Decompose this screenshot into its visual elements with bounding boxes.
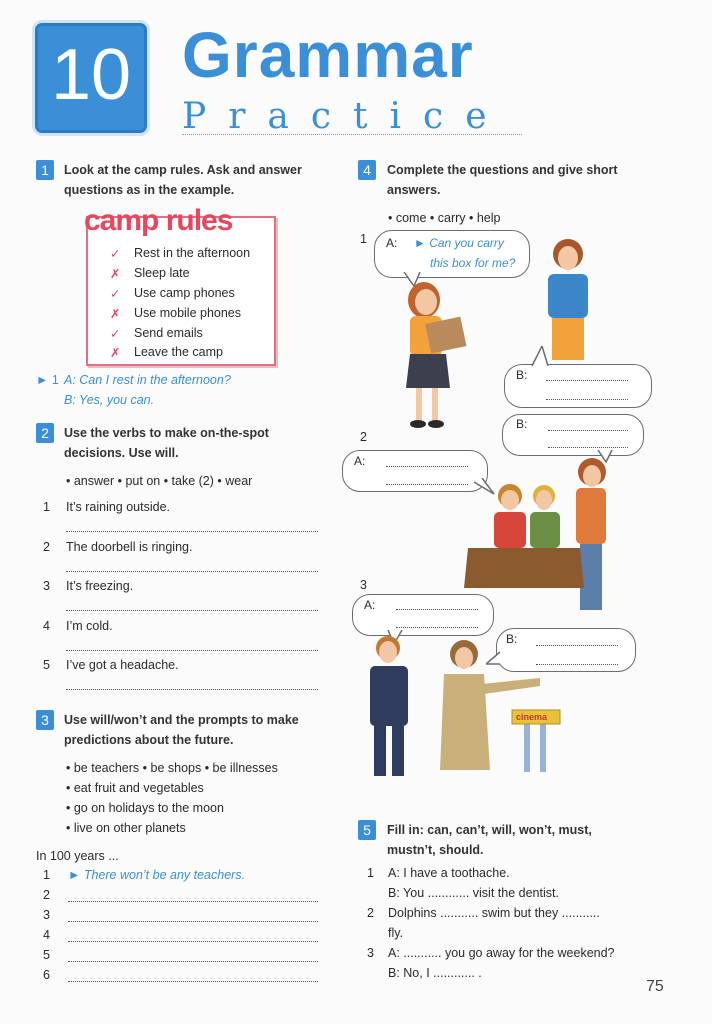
ex3-prompt: • be teachers • be shops • be illnesses — [66, 761, 278, 775]
ex3-item-number: 2 — [43, 888, 50, 902]
rule-mark: ✗ — [110, 307, 121, 321]
bubble-tail — [530, 346, 552, 366]
bubble-answer-line[interactable] — [396, 627, 478, 628]
rule-item: Leave the camp — [134, 345, 223, 359]
ex1-instruction-line2: questions as in the example. — [64, 183, 235, 197]
ex1-example-b: B: Yes, you can. — [64, 393, 155, 407]
ex3-item-number: 6 — [43, 968, 50, 982]
ex5-instruction-line1: Fill in: can, can’t, will, won’t, must, — [387, 823, 592, 837]
ex3-answer-line[interactable] — [68, 901, 318, 902]
ex2-answer-line[interactable] — [66, 531, 318, 532]
ex3-answer-line[interactable] — [68, 981, 318, 982]
boys-at-desk-illustration — [464, 456, 624, 616]
ex2-item-text: I’m cold. — [66, 619, 113, 633]
ex3-example: ► There won’t be any teachers. — [68, 868, 246, 882]
ex2-number: 2 — [36, 423, 54, 443]
ex2-word-list: • answer • put on • take (2) • wear — [66, 474, 253, 488]
bubble-answer-line[interactable] — [386, 484, 468, 485]
ex3-answer-line[interactable] — [68, 961, 318, 962]
ex1-example-marker: ► 1 — [36, 373, 59, 387]
camp-rules-title: camp rules — [84, 204, 233, 237]
ex1-example-a: A: Can I rest in the afternoon? — [64, 373, 231, 387]
bubble-answer-line[interactable] — [548, 447, 628, 448]
ex4-instruction-line2: answers. — [387, 183, 441, 197]
bubble-b-label: B: — [506, 632, 518, 646]
bubble-a-label: A: — [364, 598, 376, 612]
ex5-line: fly. — [388, 926, 404, 940]
bubble-a-label: A: — [386, 236, 398, 250]
ex2-answer-line[interactable] — [66, 689, 318, 690]
ex2-instruction-line2: decisions. Use will. — [64, 446, 179, 460]
ex2-answer-line[interactable] — [66, 650, 318, 651]
ex4-example-line1: ► Can you carry — [414, 236, 504, 250]
ex5-instruction-line2: mustn’t, should. — [387, 843, 484, 857]
ex4-word-list: • come • carry • help — [388, 211, 501, 225]
ex3-instruction-line2: predictions about the future. — [64, 733, 234, 747]
ex3-item-number: 5 — [43, 948, 50, 962]
ex2-item-number: 2 — [43, 540, 50, 554]
rule-item: Use mobile phones — [134, 306, 242, 320]
bubble-answer-line[interactable] — [396, 609, 478, 610]
ex3-prompt: • go on holidays to the moon — [66, 801, 224, 815]
subtitle-underline — [182, 134, 522, 135]
bubble-answer-line[interactable] — [386, 466, 468, 467]
girl-carrying-box-illustration — [396, 276, 476, 432]
ex3-item-number: 1 — [43, 868, 50, 882]
ex2-instruction-line1: Use the verbs to make on-the-spot — [64, 426, 269, 440]
ex3-item-number: 4 — [43, 928, 50, 942]
rule-mark: ✗ — [110, 267, 121, 281]
ex2-item-number: 3 — [43, 579, 50, 593]
ex5-item-number: 2 — [367, 906, 374, 920]
ex5-line: B: You ............ visit the dentist. — [388, 886, 559, 900]
ex3-answer-line[interactable] — [68, 941, 318, 942]
ex5-item-number: 3 — [367, 946, 374, 960]
ex2-item-number: 5 — [43, 658, 50, 672]
page-subtitle: Practice — [182, 96, 509, 137]
ex5-number: 5 — [358, 820, 376, 840]
bubble-b-label: B: — [516, 417, 528, 431]
bubble-b-label: B: — [516, 368, 528, 382]
ex5-line: A: I have a toothache. — [388, 866, 510, 880]
ex4-instruction-line1: Complete the questions and give short — [387, 163, 618, 177]
ex2-answer-line[interactable] — [66, 610, 318, 611]
ex2-answer-line[interactable] — [66, 571, 318, 572]
ex3-prompt: • live on other planets — [66, 821, 186, 835]
rule-mark: ✓ — [110, 247, 121, 261]
page-number: 75 — [646, 978, 664, 995]
bubble-a-label: A: — [354, 454, 366, 468]
bubble-answer-line[interactable] — [548, 430, 628, 431]
ex3-number: 3 — [36, 710, 54, 730]
ex5-line: Dolphins ........... swim but they ........... — [388, 906, 600, 920]
unit-number: 10 — [50, 35, 132, 115]
rule-item: Send emails — [134, 326, 203, 340]
ex4-item-number: 3 — [360, 578, 367, 592]
ex3-instruction-line1: Use will/won’t and the prompts to make — [64, 713, 299, 727]
ex3-answer-line[interactable] — [68, 921, 318, 922]
rule-item: Sleep late — [134, 266, 190, 280]
ex5-line: B: No, I ............ . — [388, 966, 482, 980]
ex3-prompt: • eat fruit and vegetables — [66, 781, 204, 795]
rule-mark: ✗ — [110, 346, 121, 360]
ex5-item-number: 1 — [367, 866, 374, 880]
ex2-item-text: It’s freezing. — [66, 579, 134, 593]
ex3-lead: In 100 years ... — [36, 849, 119, 863]
ex1-number: 1 — [36, 160, 54, 180]
rule-item: Rest in the afternoon — [134, 246, 251, 260]
ex2-item-number: 1 — [43, 500, 50, 514]
rule-item: Use camp phones — [134, 286, 235, 300]
bubble-answer-line[interactable] — [546, 380, 628, 381]
ex4-example-line2: this box for me? — [430, 256, 516, 270]
ex4-item-number: 1 — [360, 232, 367, 246]
rule-mark: ✓ — [110, 327, 121, 341]
rule-mark: ✓ — [110, 287, 121, 301]
ex2-item-number: 4 — [43, 619, 50, 633]
page-title: Grammar — [182, 19, 474, 91]
ex4-item-number: 2 — [360, 430, 367, 444]
ex2-item-text: I’ve got a headache. — [66, 658, 179, 672]
ex1-instruction-line1: Look at the camp rules. Ask and answer — [64, 163, 302, 177]
ex2-item-text: The doorbell is ringing. — [66, 540, 193, 554]
ex3-item-number: 3 — [43, 908, 50, 922]
cinema-sign-text: cinema — [516, 712, 548, 722]
ex5-line: A: ........... you go away for the weekend? — [388, 946, 615, 960]
bubble-answer-line[interactable] — [546, 399, 628, 400]
ex2-item-text: It’s raining outside. — [66, 500, 170, 514]
ex4-number: 4 — [358, 160, 376, 180]
